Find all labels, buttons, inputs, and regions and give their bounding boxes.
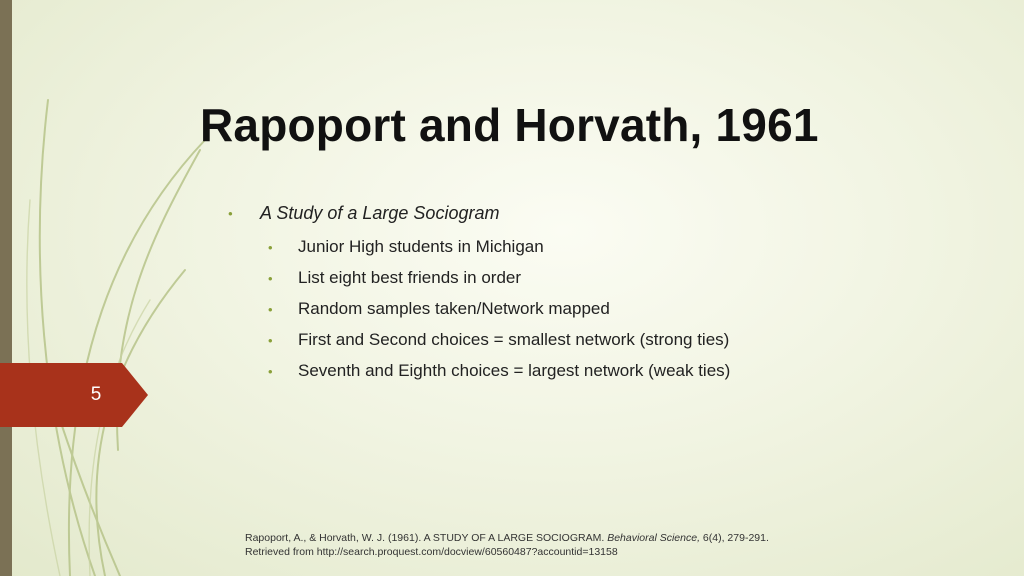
citation-journal: Behavioral Science,: [607, 532, 700, 544]
citation: [245, 531, 805, 559]
sub-bullet-text: First and Second choices = smallest network (strong ties): [298, 330, 730, 349]
bullet-dot-icon: •: [268, 363, 273, 379]
sub-bullet-text: List eight best friends in order: [298, 268, 522, 287]
sub-bullet-text: Random samples taken/Network mapped: [298, 299, 610, 318]
sub-bullet: [268, 361, 730, 381]
bullet-dot-icon: •: [268, 301, 273, 317]
bullet-dot-icon: •: [228, 206, 233, 221]
sub-bullet: [268, 237, 544, 257]
sub-bullet: [268, 268, 521, 288]
sub-bullet: [268, 330, 729, 350]
slide-title: Rapoport and Horvath, 1961: [200, 99, 819, 151]
bullet-main-text: A Study of a Large Sociogram: [260, 203, 500, 223]
sub-bullet-text: Seventh and Eighth choices = largest network (weak ties): [298, 361, 731, 380]
slide-number: 5: [90, 384, 102, 405]
sub-bullet-text: Junior High students in Michigan: [298, 237, 544, 256]
citation-text-before: Rapoport, A., & Horvath, W. J. (1961). A STUDY OF A LARGE SOCIOGRAM.: [245, 532, 608, 544]
slide-number-tab: [0, 363, 148, 427]
bullet-dot-icon: •: [268, 332, 273, 348]
citation-text-after: 6(4), 279-291. Retrieved from http://search.proquest.com/docview/60560487?accountid=13158: [245, 532, 769, 558]
decorative-leaf-lines: [0, 0, 260, 576]
sub-bullet: [268, 299, 610, 319]
bullet-dot-icon: •: [268, 239, 273, 255]
bullet-main: [228, 203, 499, 224]
bullet-dot-icon: •: [268, 270, 273, 286]
